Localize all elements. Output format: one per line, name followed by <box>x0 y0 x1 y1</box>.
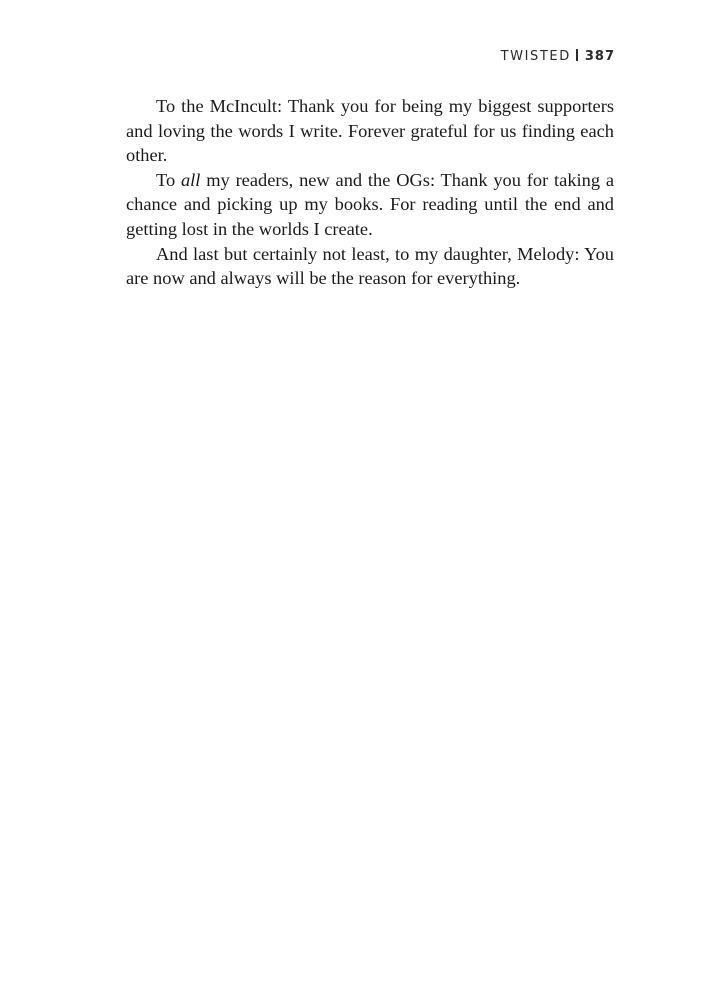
emphasis-all: all <box>180 169 201 190</box>
paragraph-mcincult: To the McIncult: Thank you for being my biggest supporters and loving the words I write. Forever grateful for us finding each other. <box>126 96 614 166</box>
header-separator <box>576 49 578 61</box>
acknowledgements-text <box>126 94 614 291</box>
page-number: 387 <box>584 49 615 64</box>
book-title: TWISTED <box>500 49 571 64</box>
paragraph-readers-prefix: To <box>156 169 181 190</box>
paragraph-readers <box>126 168 614 242</box>
paragraph-readers-suffix: my readers, new and the OGs: Thank you for taking a chance and picking up my books. For reading until the end and getting lost in the worlds I create. <box>126 169 615 239</box>
running-head <box>501 49 615 64</box>
paragraph-daughter: And last but certainly not least, to my daughter, Melody: You are now and always will be the reason for everything. <box>126 243 614 289</box>
